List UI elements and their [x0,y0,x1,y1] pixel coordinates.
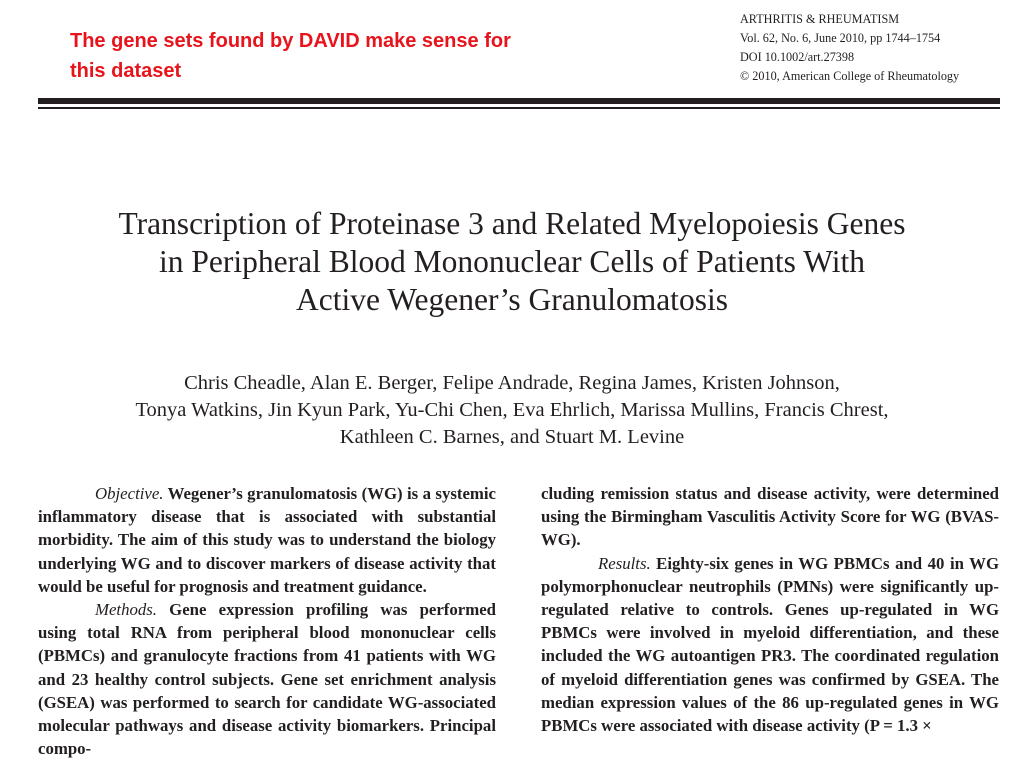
annotation-line-2: this dataset [70,60,182,82]
paper-title [20,205,1004,319]
header-rule-thick [38,98,1000,104]
abstract-column-left [38,482,496,760]
title-line-2: in Peripheral Blood Mononuclear Cells of Patients With [159,244,865,279]
author-list [20,370,1004,451]
authors-line-2: Tonya Watkins, Jin Kyun Park, Yu-Chi Chen, Eva Ehrlich, Marissa Mullins, Francis Chrest, [135,399,889,421]
annotation-line-1: The gene sets found by DAVID make sense for [70,30,511,52]
abstract-objective [38,482,496,598]
journal-name: ARTHRITIS & RHEUMATISM [740,12,900,26]
abstract-methods-continued: cluding remission status and disease activity, were determined using the Birmingham Vasculitis Activity Score for WG (BVAS-WG). [541,484,999,550]
authors-line-3: Kathleen C. Barnes, and Stuart M. Levine [339,426,685,448]
methods-label: Methods. [95,600,157,620]
results-label: Results. [598,553,651,573]
journal-copyright: © 2010, American College of Rheumatology [740,69,960,83]
title-line-3: Active Wegener’s Granulomatosis [296,282,728,317]
results-text: Eighty-six genes in WG PBMCs and 40 in WG polymorphonuclear neutrophils (PMNs) were significantly up-regulated relative to controls. Genes up-regulated in WG PBMCs were involved in myeloid differentiation, and these included the WG autoantigen PR3. The coordinated regulation of myeloid differentiation genes was confirmed by GSEA. The median expression values of the 86 up-regulated genes in WG PBMCs were associated with disease activity (P = 1.3 × [541,553,999,736]
header-rule-thin [38,107,1000,109]
abstract-results [541,552,999,738]
journal-volume: Vol. 62, No. 6, June 2010, pp 1744–1754 [740,31,941,45]
authors-line-1: Chris Cheadle, Alan E. Berger, Felipe Andrade, Regina James, Kristen Johnson, [184,372,840,394]
objective-label: Objective. [95,484,164,503]
title-line-1: Transcription of Proteinase 3 and Related Myelopoiesis Genes [118,206,906,241]
objective-text: Wegener’s granulomatosis (WG) is a systemic inflammatory disease that is associated with substantial morbidity. The aim of this study was to understand the biology underlying WG and to discover markers of disease activity that would be useful for prognosis and treatment guidance. [38,484,496,596]
methods-text: Gene expression profiling was performed using total RNA from peripheral blood mononuclear cells (PBMCs) and granulocyte fractions from 41 patients with WG and 23 healthy control subjects. Gene set enrichment analysis (GSEA) was performed to search for candidate WG-associated molecular pathways and disease activity biomarkers. Principal compo- [38,600,496,759]
journal-doi: DOI 10.1002/art.27398 [740,50,855,64]
slide-annotation [70,26,590,86]
abstract-column-right [541,482,999,737]
journal-header [740,10,1020,86]
abstract-methods [38,598,496,760]
